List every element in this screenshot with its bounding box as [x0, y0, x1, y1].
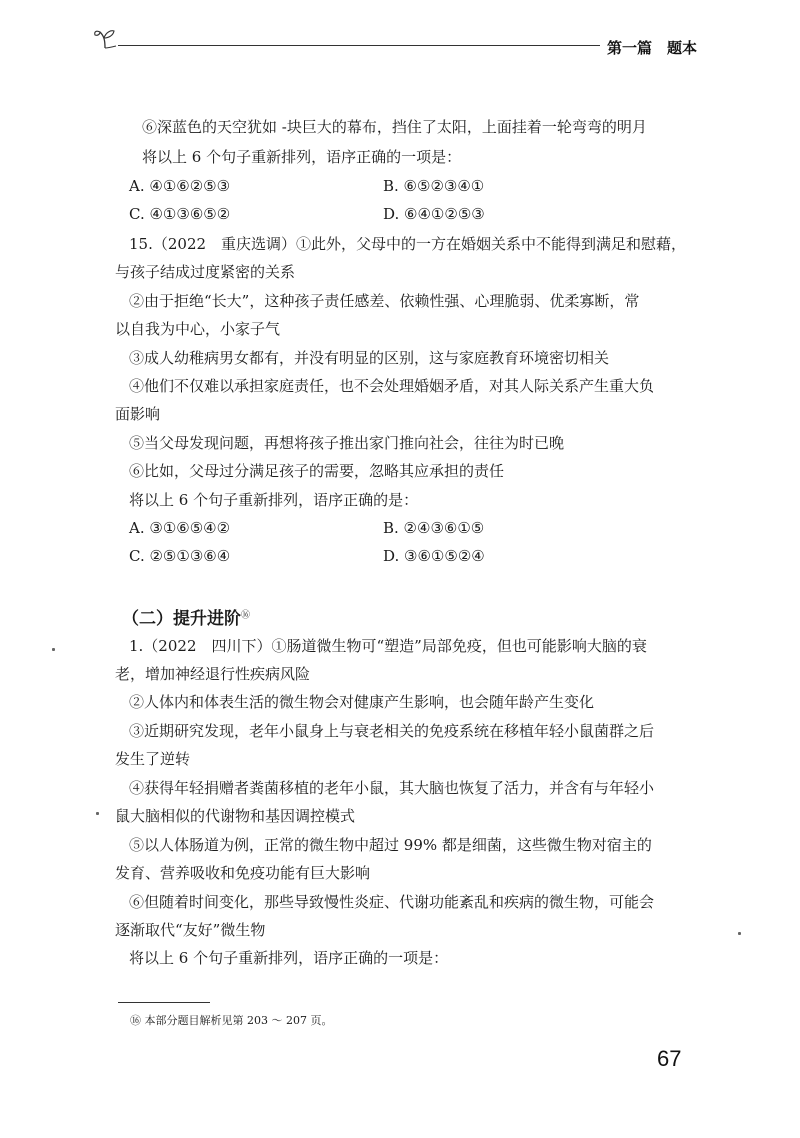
q15-sentence-5: ⑤当父母发现问题，再想将孩子推出家门推向社会，往往为时已晚	[129, 434, 565, 452]
q1-sentence-5-cont: 发育、营养吸收和免疫功能有巨大影响	[115, 864, 371, 882]
section-footnote-mark: ⑯	[241, 610, 251, 621]
q15-sentence-2: ②由于拒绝“长大”，这种孩子责任感差、依赖性强、心理脆弱、优柔寡断，常	[129, 292, 640, 310]
q15-sentence-2-cont: 以自我为中心，小家子气	[115, 320, 281, 338]
q15-sentence-1: 15.（2022 重庆选调）①此外，父母中的一方在婚姻关系中不能得到满足和慰藉，	[129, 235, 687, 253]
header-title: 第一篇 题本	[607, 39, 698, 57]
top-sentence-6: ⑥深蓝色的天空犹如 -块巨大的幕布，挡住了太阳，上面挂着一轮弯弯的明月	[142, 118, 647, 136]
q15-sentence-4: ④他们不仅难以承担家庭责任，也不会处理婚姻矛盾，对其人际关系产生重大负	[129, 377, 655, 395]
scan-speck	[738, 932, 741, 935]
q1-sentence-2: ②人体内和体表生活的微生物会对健康产生影响，也会随年龄产生变化	[129, 693, 595, 711]
q15-option-a: A. ③①⑥⑤④②	[129, 519, 231, 537]
q15-option-c: C. ②⑤①③⑥④	[129, 547, 231, 565]
page-number: 67	[657, 1046, 682, 1071]
q15-instruction: 将以上 6 个句子重新排列，语序正确的是：	[129, 491, 419, 509]
q1-sentence-4: ④获得年轻捐赠者粪菌移植的老年小鼠，其大脑也恢复了活力，并含有与年轻小	[129, 779, 655, 797]
top-option-d: D. ⑥④①②⑤③	[383, 205, 485, 223]
q1-sentence-6: ⑥但随着时间变化，那些导致慢性炎症、代谢功能紊乱和疾病的微生物，可能会	[129, 893, 655, 911]
page-header	[0, 0, 800, 70]
q1-sentence-3: ③近期研究发现，老年小鼠身上与衰老相关的免疫系统在移植年轻小鼠菌群之后	[129, 722, 655, 740]
q1-sentence-6-cont: 逐渐取代“友好”微生物	[115, 921, 266, 939]
q15-sentence-3: ③成人幼稚病男女都有，并没有明显的区别，这与家庭教育环境密切相关	[129, 349, 610, 367]
q15-option-d: D. ③⑥①⑤②④	[383, 547, 485, 565]
header-rule-dashed	[455, 45, 600, 46]
top-instruction: 将以上 6 个句子重新排列，语序正确的一项是：	[142, 148, 462, 166]
footnote: ⑯ 本部分题目解析见第 203 ～ 207 页。	[130, 1014, 333, 1027]
q1-sentence-3-cont: 发生了逆转	[115, 750, 191, 768]
q15-sentence-4-cont: 面影响	[115, 405, 161, 423]
top-option-c: C. ④①③⑥⑤②	[129, 205, 231, 223]
q1-sentence-5: ⑤以人体肠道为例，正常的微生物中超过 99% 都是细菌，这些微生物对宿主的	[129, 836, 652, 854]
section-title	[122, 604, 250, 629]
q15-sentence-1-cont: 与孩子结成过度紧密的关系	[115, 263, 296, 281]
q1-sentence-4-cont: 鼠大脑相似的代谢物和基因调控模式	[115, 807, 356, 825]
sprout-icon	[92, 26, 118, 50]
section-title-text: （二）提升进阶	[122, 609, 241, 629]
q15-option-b: B. ②④③⑥①⑤	[383, 519, 485, 537]
q1-sentence-1-cont: 老，增加神经退行性疾病风险	[115, 665, 311, 683]
q15-sentence-6: ⑥比如，父母过分满足孩子的需要，忽略其应承担的责任	[129, 462, 505, 480]
q1-instruction: 将以上 6 个句子重新排列，语序正确的一项是：	[129, 949, 449, 967]
scan-speck	[96, 812, 99, 815]
footnote-rule	[118, 1002, 210, 1003]
top-option-a: A. ④①⑥②⑤③	[129, 177, 231, 195]
scan-speck	[52, 648, 55, 651]
q1-sentence-1: 1.（2022 四川下）①肠道微生物可“塑造”局部免疫，但也可能影响大脑的衰	[129, 637, 647, 655]
top-option-b: B. ⑥⑤②③④①	[383, 177, 485, 195]
